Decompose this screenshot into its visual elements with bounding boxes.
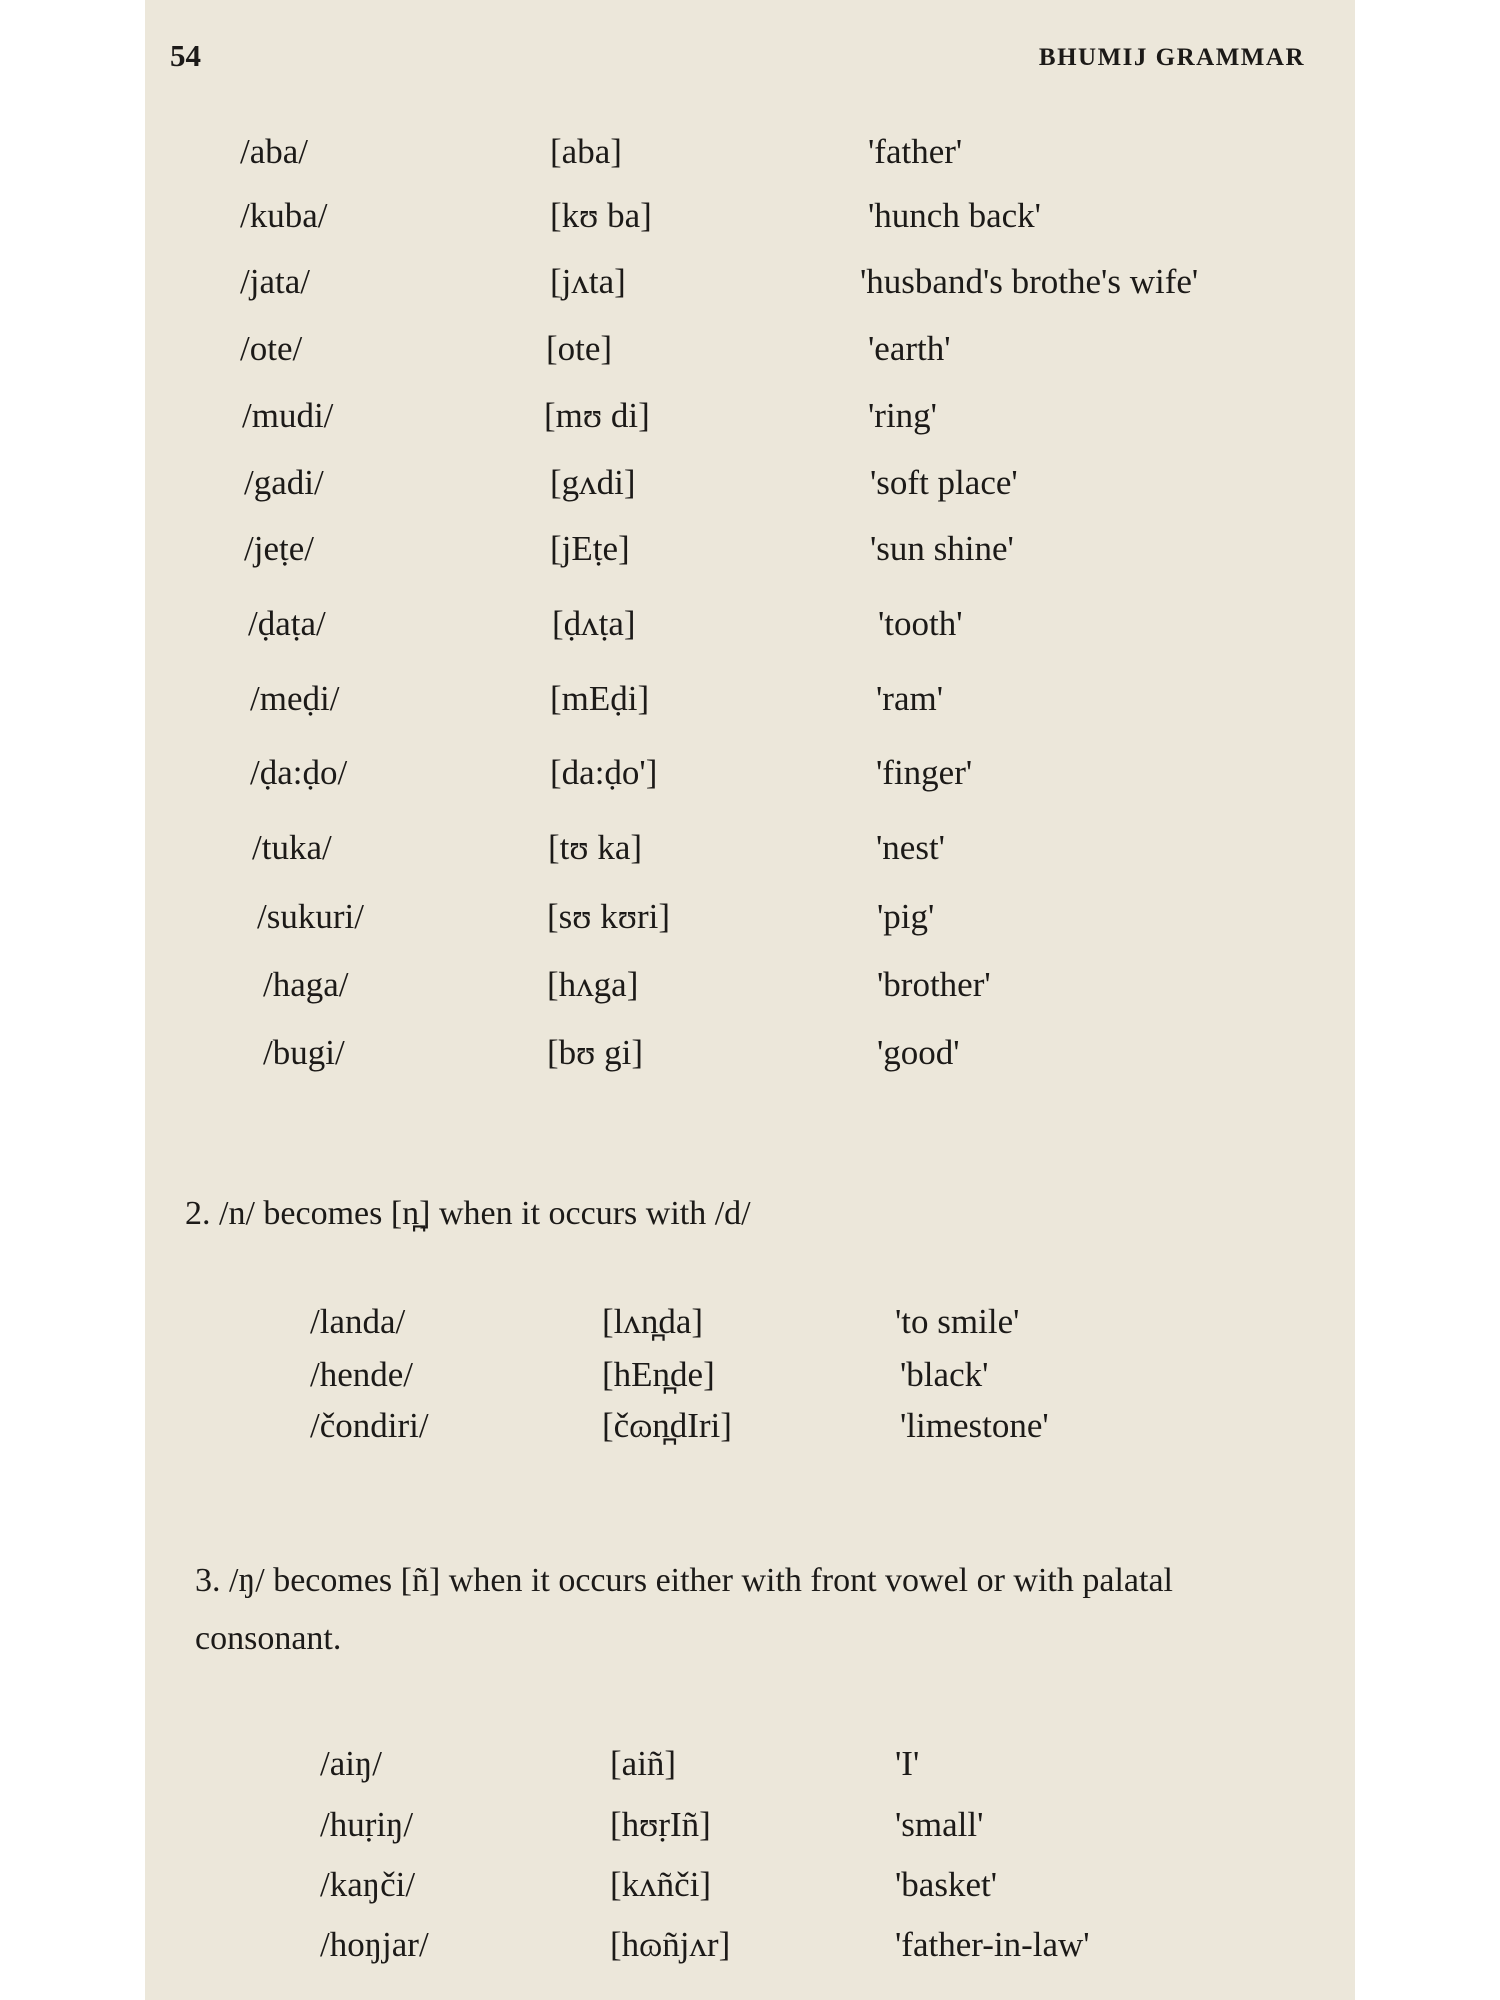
page-number: 54	[170, 38, 201, 73]
gloss: 'tooth'	[878, 604, 963, 643]
rule-3-text: 3. /ŋ/ becomes [ñ] when it occurs either with front vowel or with palatal consonant.	[195, 1562, 1173, 1657]
gloss: 'small'	[895, 1805, 984, 1844]
gloss: 'father-in-law'	[895, 1925, 1090, 1964]
phonemic-form: /meḍi/	[250, 679, 340, 718]
phonetic-form: [mEḍi]	[550, 679, 650, 718]
gloss: 'father'	[868, 132, 963, 171]
example-row	[257, 897, 1355, 945]
example-row	[320, 1865, 1320, 1913]
phonemic-form: /tuka/	[252, 828, 332, 867]
phonetic-form: [tʊ ka]	[548, 828, 643, 867]
phonemic-form: /jeṭe/	[244, 529, 314, 568]
phonetic-form: [mʊ di]	[544, 396, 650, 435]
phonetic-form: [hʌga]	[547, 965, 639, 1004]
gloss: 'black'	[900, 1355, 989, 1394]
example-row	[320, 1744, 1320, 1792]
phonemic-form: /bugi/	[263, 1033, 345, 1072]
phonemic-form: /ote/	[240, 329, 303, 368]
phonetic-form: [aba]	[550, 132, 622, 171]
example-row	[310, 1302, 1310, 1350]
phonemic-form: /hende/	[310, 1355, 414, 1394]
phonetic-form: [hʊṛIñ]	[610, 1805, 711, 1844]
phonemic-form: /kuba/	[240, 196, 328, 235]
phonemic-form: /čondiri/	[310, 1406, 429, 1445]
phonetic-form: [ote]	[546, 329, 613, 368]
gloss: 'basket'	[895, 1865, 998, 1904]
gloss: 'finger'	[876, 753, 973, 792]
gloss: 'nest'	[876, 828, 945, 867]
phonetic-form: [sʊ kʊri]	[547, 897, 670, 936]
example-row	[250, 679, 1350, 727]
phonemic-form: /huṛiŋ/	[320, 1805, 414, 1844]
phonetic-form: [ḍʌṭa]	[552, 604, 636, 643]
phonemic-form: /aiŋ/	[320, 1744, 383, 1783]
phonemic-form: /landa/	[310, 1302, 406, 1341]
phonemic-form: /sukuri/	[257, 897, 364, 936]
page-header	[170, 38, 1305, 78]
gloss: 'I'	[895, 1744, 920, 1783]
rule-2-text: 2. /n/ becomes [n̪] when it occurs with /d/	[185, 1195, 751, 1232]
phonemic-form: /ḍa:ḍo/	[250, 753, 348, 792]
phonemic-form: /aba/	[240, 132, 309, 171]
gloss: 'husband's brothe's wife'	[860, 262, 1199, 301]
phonetic-form: [hEn̪de]	[602, 1355, 715, 1394]
gloss: 'earth'	[868, 329, 951, 368]
phonetic-form: [jʌta]	[550, 262, 626, 301]
gloss: 'limestone'	[900, 1406, 1049, 1445]
phonemic-form: /gadi/	[244, 463, 324, 502]
phonetic-form: [jEṭe]	[550, 529, 630, 568]
gloss: 'good'	[877, 1033, 960, 1072]
phonetic-form: [gʌdi]	[550, 463, 636, 502]
phonetic-form: [lʌn̪da]	[602, 1302, 704, 1341]
phonemic-form: /jata/	[240, 262, 310, 301]
example-row	[244, 463, 1344, 511]
example-row	[310, 1355, 1310, 1403]
gloss: 'ring'	[868, 396, 937, 435]
phonetic-form: [bʊ gi]	[547, 1033, 643, 1072]
example-row	[252, 828, 1352, 876]
phonemic-form: /hoŋjar/	[320, 1925, 429, 1964]
phonetic-form: [da:ḍo']	[550, 753, 658, 792]
example-row	[320, 1805, 1320, 1853]
phonetic-form: [kʌñči]	[610, 1865, 712, 1904]
gloss: 'hunch back'	[868, 196, 1041, 235]
example-row	[263, 1033, 1355, 1081]
gloss: 'soft place'	[870, 463, 1018, 502]
phonemic-form: /kaŋči/	[320, 1865, 416, 1904]
example-row	[320, 1925, 1320, 1973]
example-row	[240, 329, 1340, 377]
example-row	[240, 132, 1340, 180]
phonetic-form: [čɷn̪dIri]	[602, 1406, 732, 1445]
phonetic-form: [aiñ]	[610, 1744, 677, 1783]
phonetic-form: [kʊ ba]	[550, 196, 652, 235]
gloss: 'pig'	[877, 897, 935, 936]
gloss: 'ram'	[876, 679, 944, 718]
phonemic-form: /haga/	[263, 965, 349, 1004]
gloss: 'brother'	[877, 965, 991, 1004]
example-row	[242, 396, 1342, 444]
example-row	[263, 965, 1355, 1013]
gloss: 'sun shine'	[870, 529, 1014, 568]
phonemic-form: /ḍaṭa/	[248, 604, 326, 643]
example-row	[240, 196, 1340, 244]
example-row	[248, 604, 1348, 652]
running-title: BHUMIJ GRAMMAR	[1038, 44, 1305, 71]
example-row	[250, 753, 1350, 801]
phonetic-form: [hɷñjʌr]	[610, 1925, 731, 1964]
phonemic-form: /mudi/	[242, 396, 334, 435]
example-row	[310, 1406, 1310, 1454]
example-row	[240, 262, 1340, 310]
book-page	[145, 0, 1355, 2000]
example-row	[244, 529, 1344, 577]
gloss: 'to smile'	[895, 1302, 1020, 1341]
